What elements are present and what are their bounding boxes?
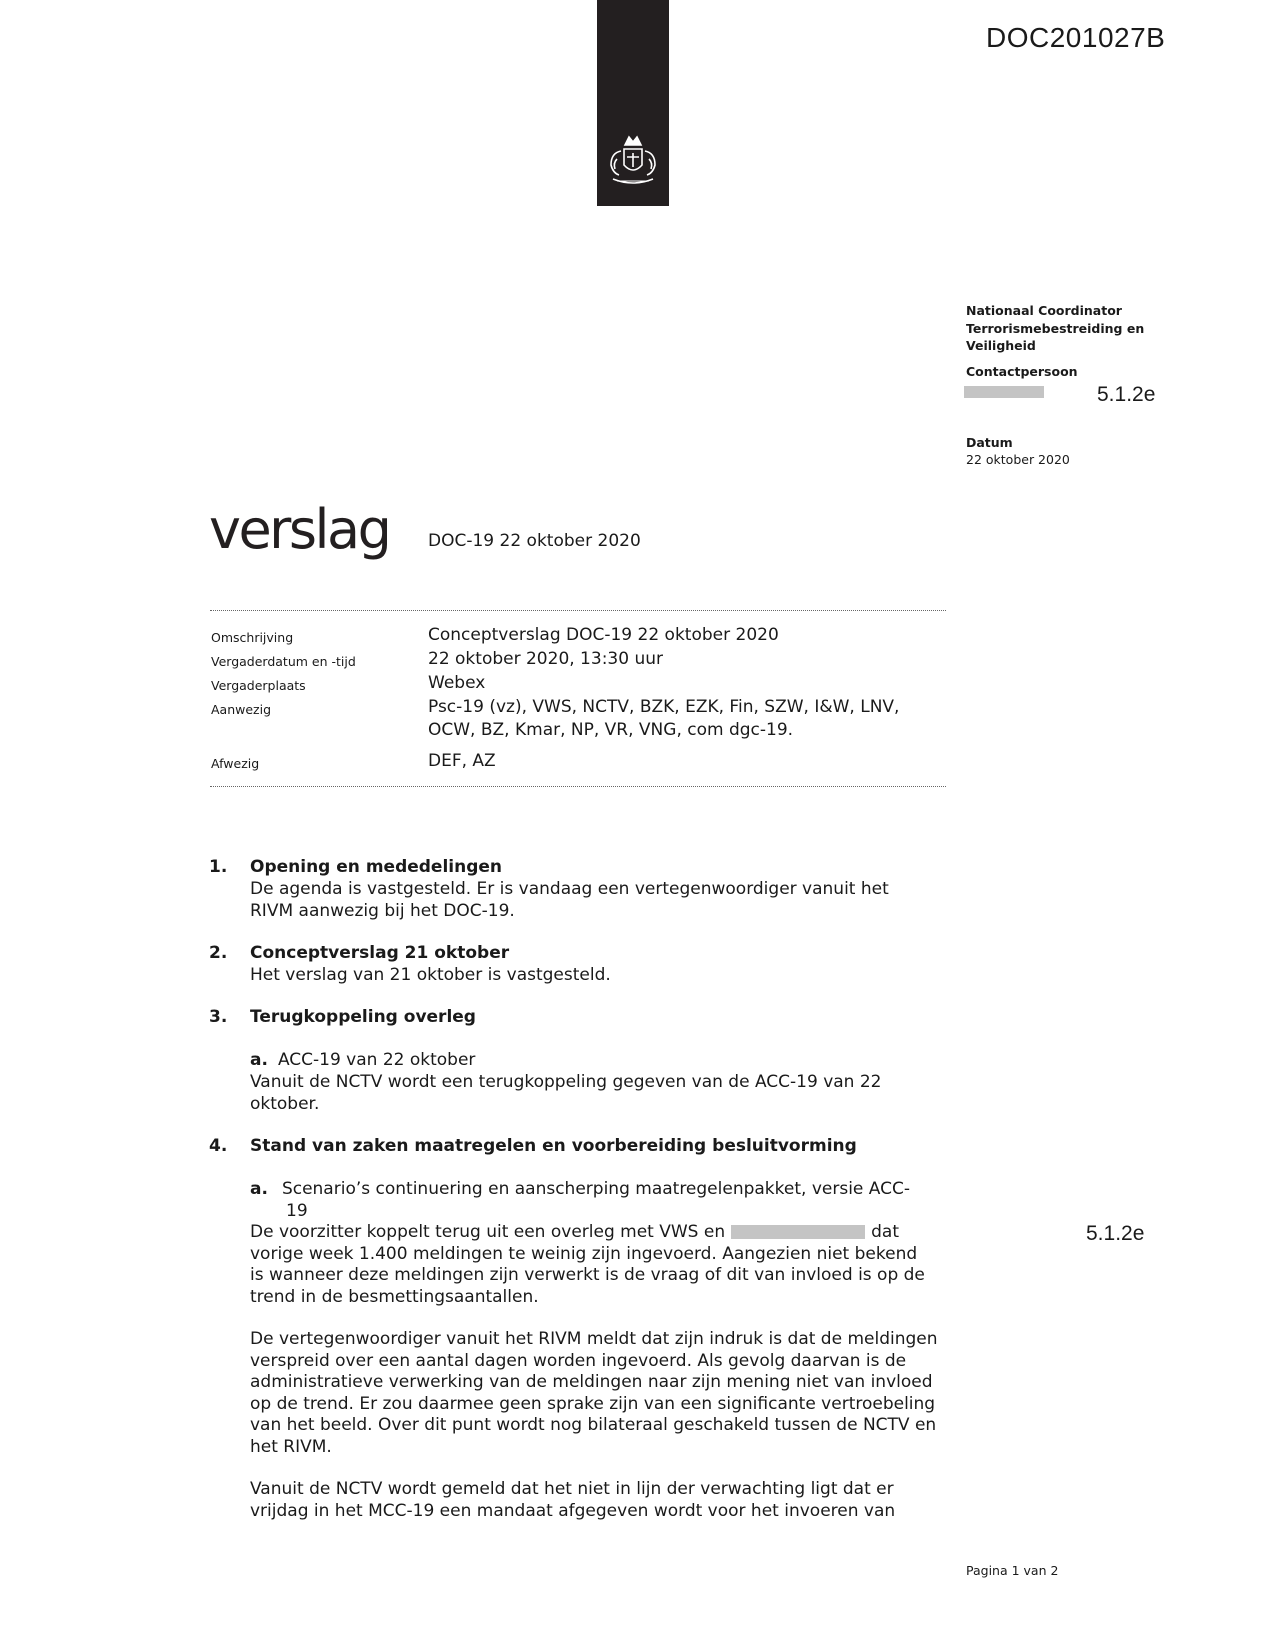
meta-label: Vergaderplaats bbox=[211, 678, 306, 693]
date-value: 22 oktober 2020 bbox=[966, 452, 1070, 467]
item-title: Terugkoppeling overleg bbox=[250, 1007, 476, 1027]
page-number: Pagina 1 van 2 bbox=[966, 1563, 1059, 1578]
item-title: Conceptverslag 21 oktober bbox=[250, 943, 510, 963]
redaction-block bbox=[731, 1225, 865, 1239]
item-text: De agenda is vastgesteld. Er is vandaag een vertegenwoordiger vanuit het RIVM aanwezig bij het DOC-19. bbox=[250, 879, 889, 921]
meta-label: Vergaderdatum en -tijd bbox=[211, 654, 356, 669]
meta-value: Webex bbox=[428, 673, 486, 693]
meta-value: Conceptverslag DOC-19 22 oktober 2020 bbox=[428, 625, 779, 645]
sub-item-title: Scenario’s continuering en aanscherping maatregelenpakket, versie ACC-19 bbox=[281, 1179, 910, 1221]
item-number: 3. bbox=[209, 1007, 228, 1027]
item-paragraph: De vertegenwoordiger vanuit het RIVM meldt dat zijn indruk is dat de meldingen verspreid over een aantal dagen worden ingevoerd. Als gevolg daarvan is de administratieve verwerking van de meldingen naar zijn mening niet van invloed op de trend. Er zou daarmee geen sprake zijn van een significante vertroebeling van het beeld. Over dit punt wordt nog bilateraal geschakeld tussen de NCTV en het RIVM. bbox=[250, 1329, 938, 1457]
item-text: Vanuit de NCTV wordt een terugkoppeling gegeven van de ACC-19 van 22 oktober. bbox=[250, 1072, 882, 1114]
meta-value: DEF, AZ bbox=[428, 751, 496, 771]
item-number: 1. bbox=[209, 857, 228, 877]
contact-label: Contactpersoon bbox=[966, 364, 1078, 379]
sub-item-title: ACC-19 van 22 oktober bbox=[277, 1050, 476, 1070]
item-paragraph: De voorzitter koppelt terug uit een overleg met VWS en dat vorige week 1.400 meldingen te weinig zijn ingevoerd. Aangezien niet bekend is wanneer deze meldingen zijn verwerkt is de vraag of dit van invloed is op de trend in de besmettingsaantallen. bbox=[250, 1222, 925, 1307]
document-code: DOC201027B bbox=[986, 22, 1166, 53]
redaction-code: 5.1.2e bbox=[1097, 383, 1156, 406]
date-label: Datum bbox=[966, 435, 1013, 450]
meta-label: Aanwezig bbox=[211, 702, 272, 717]
sub-item-letter: a. bbox=[250, 1050, 268, 1070]
divider bbox=[210, 610, 946, 611]
sub-item-heading bbox=[250, 1179, 930, 1222]
item-title: Stand van zaken maatregelen en voorbereiding besluitvorming bbox=[250, 1136, 857, 1156]
redaction-code: 5.1.2e bbox=[1086, 1222, 1145, 1245]
item-title: Opening en mededelingen bbox=[250, 857, 503, 877]
sub-item-letter: a. bbox=[250, 1179, 268, 1199]
government-logo-band bbox=[597, 0, 669, 206]
divider bbox=[210, 786, 946, 787]
item-text: Het verslag van 21 oktober is vastgesteld. bbox=[250, 965, 611, 985]
sub-item-heading bbox=[250, 1050, 940, 1072]
meta-value: 22 oktober 2020, 13:30 uur bbox=[428, 649, 663, 669]
item-paragraph: Vanuit de NCTV wordt gemeld dat het niet in lijn der verwachting ligt dat er vrijdag in het MCC-19 een mandaat afgegeven wordt voor het invoeren van bbox=[250, 1479, 896, 1521]
document-type-title: verslag bbox=[209, 498, 390, 561]
meta-label: Omschrijving bbox=[211, 630, 294, 645]
redaction-block bbox=[964, 386, 1044, 398]
meta-label: Afwezig bbox=[211, 756, 260, 771]
meta-value: Psc-19 (vz), VWS, NCTV, BZK, EZK, Fin, SZW, I&W, LNV, OCW, BZ, Kmar, NP, VR, VNG, com dgc-19. bbox=[428, 697, 900, 740]
org-line: Nationaal Coordinator bbox=[966, 303, 1122, 318]
item-number: 2. bbox=[209, 943, 228, 963]
coat-of-arms-icon bbox=[603, 133, 663, 189]
org-line: Terrorismebestreiding en bbox=[966, 320, 1145, 336]
item-number: 4. bbox=[209, 1136, 228, 1156]
organisation-name bbox=[966, 302, 1166, 355]
org-line: Veiligheid bbox=[966, 338, 1036, 353]
document-subtitle: DOC-19 22 oktober 2020 bbox=[428, 531, 641, 551]
